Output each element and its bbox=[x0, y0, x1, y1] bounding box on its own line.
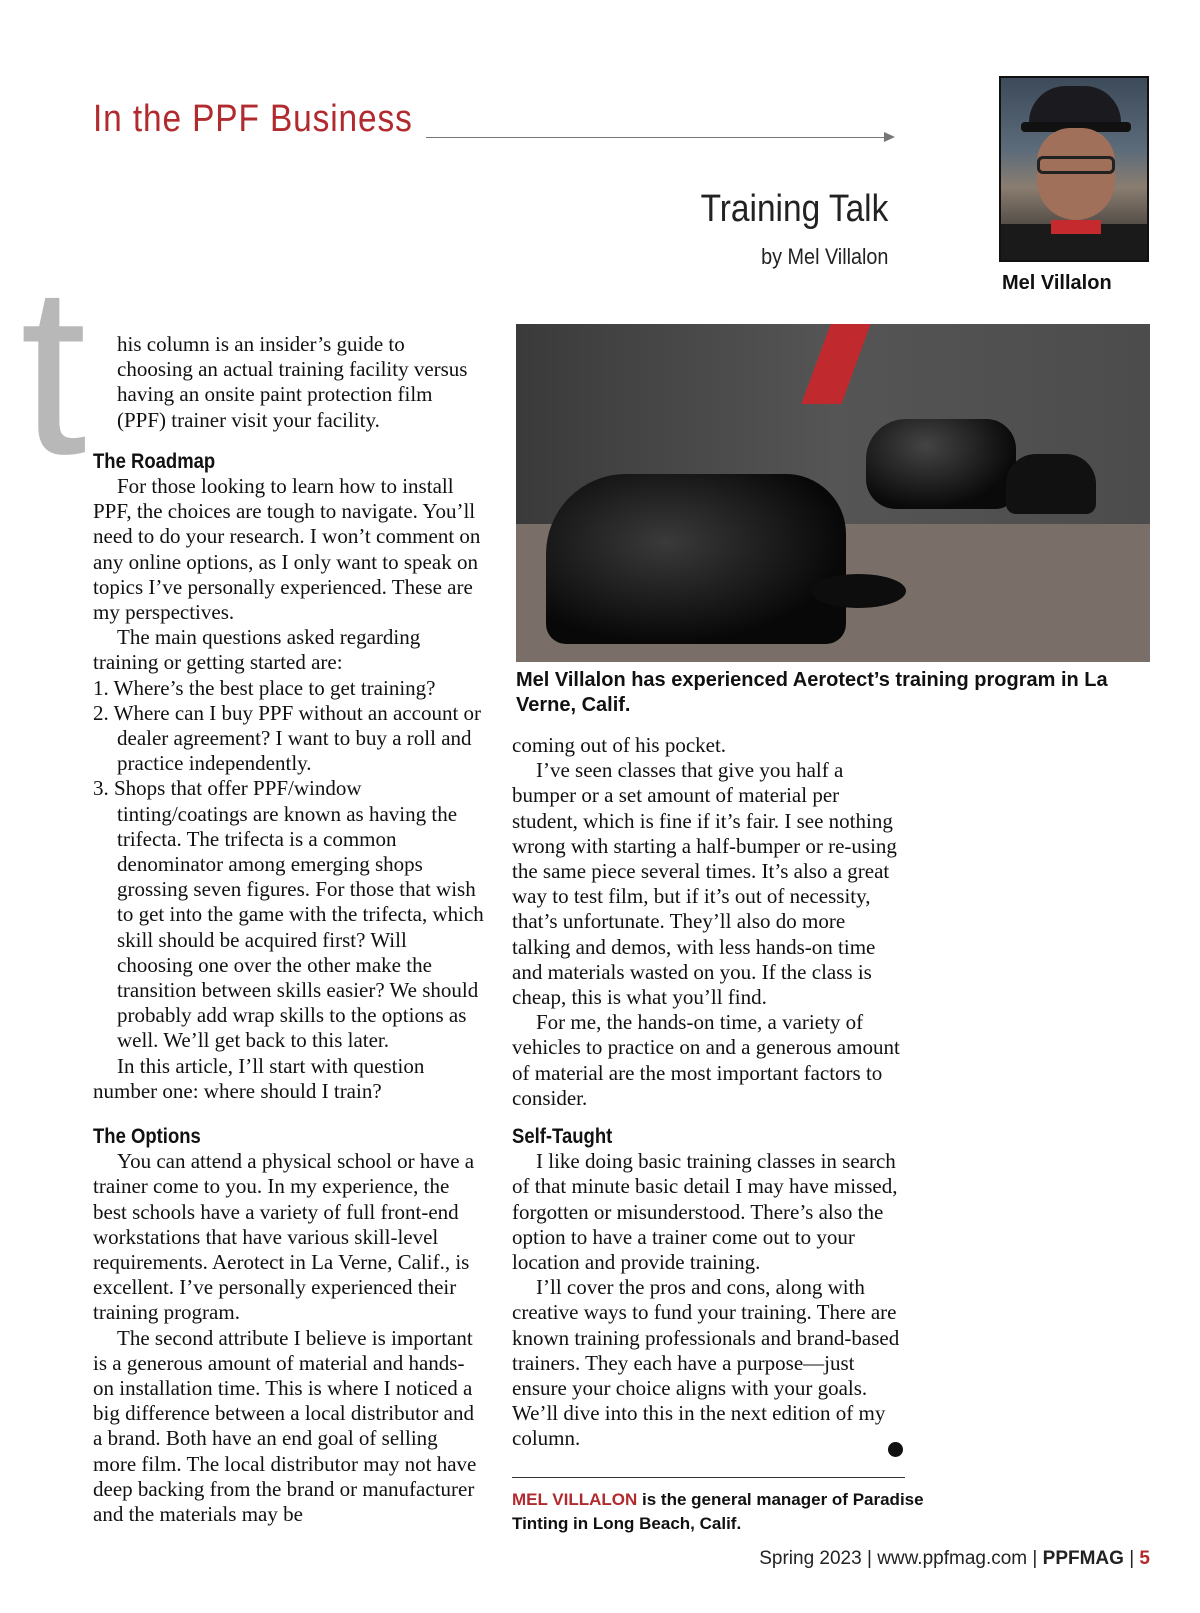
roadmap-paragraph-1: For those looking to learn how to install PPF, the choices are tough to navigate. You’ll need to do your research. I won’t comment on any online options, as I only want to speak on topics I’ve personally experienced. These are my perspectives. bbox=[93, 474, 481, 625]
article-column-1 bbox=[93, 332, 485, 1104]
author-photo bbox=[999, 76, 1149, 262]
author-bio bbox=[512, 1488, 932, 1536]
training-facility-photo bbox=[516, 324, 1150, 662]
column-2-paragraph-3: For me, the hands-on time, a variety of vehicles to practice on and a generous amount of material are the most important factors to consider. bbox=[512, 1010, 900, 1110]
column-2-paragraph-2: I’ve seen classes that give you half a bumper or a set amount of material per student, which is fine if it’s fair. I see nothing wrong with starting a half-bumper or re-using the same piece several times. It’s also a great way to test film, but if it’s out of necessity, that’s unfortunate. They’ll also do more talking and demos, with less hands-on time and materials wasted on you. If the class is cheap, this is what you’ll find. bbox=[512, 758, 897, 1010]
list-item-2: 2. Where can I buy PPF without an account or dealer agreement? I want to buy a roll and practice independently. bbox=[93, 700, 482, 776]
byline: by Mel Villalon bbox=[760, 244, 888, 269]
bio-name: MEL VILLALON bbox=[512, 1490, 638, 1509]
end-mark-icon bbox=[888, 1442, 903, 1457]
section-title: In the PPF Business bbox=[93, 98, 413, 140]
footer-separator: | bbox=[861, 1548, 878, 1569]
page-footer bbox=[759, 1548, 1150, 1570]
options-heading: The Options bbox=[93, 1125, 201, 1148]
page-number: 5 bbox=[1139, 1548, 1150, 1569]
photo-caption: Mel Villalon has experienced Aerotect’s training program in La Verne, Calif. bbox=[516, 669, 1108, 716]
footer-issue: Spring 2023 bbox=[759, 1548, 862, 1569]
roadmap-paragraph-3: In this article, I’ll start with question number one: where should I train? bbox=[93, 1053, 425, 1103]
article-column-1-lower bbox=[93, 1124, 485, 1527]
options-paragraph-2: The second attribute I believe is important is a generous amount of material and hands-on installation time. This is where I noticed a big difference between a local distributor and a brand. Both have an end goal of selling more film. The local distributor may not have deep backing from the brand or manufacturer and the materials may be bbox=[93, 1325, 477, 1527]
column-title: Training Talk bbox=[700, 188, 888, 230]
article-column-2-lower bbox=[512, 1124, 906, 1452]
column-2-paragraph-1: coming out of his pocket. bbox=[512, 733, 727, 757]
list-item-1: 1. Where’s the best place to get training? bbox=[93, 675, 436, 700]
author-photo-caption: Mel Villalon bbox=[1002, 272, 1112, 294]
footer-separator: | bbox=[1027, 1548, 1043, 1569]
bio-text: is the general manager of Paradise Tinting in Long Beach, Calif. bbox=[512, 1490, 924, 1533]
arrow-icon bbox=[884, 132, 895, 142]
roadmap-heading: The Roadmap bbox=[93, 449, 216, 473]
footer-separator: | bbox=[1123, 1548, 1140, 1569]
article-column-2 bbox=[512, 733, 906, 1111]
footer-brand: PPFMAG bbox=[1042, 1548, 1124, 1569]
header-rule bbox=[426, 137, 886, 138]
intro-paragraph: his column is an insider’s guide to choosing an actual training facility versus having an onsite paint protection film (PPF) trainer visit your facility. bbox=[117, 332, 468, 432]
options-paragraph-1: You can attend a physical school or have a trainer come to you. In my experience, the best schools have a variety of full front-end workstations that have various skill-level requirements. Aerotect in La Verne, Calif., is excellent. I’ve personally experienced their training program. bbox=[93, 1149, 475, 1325]
footer-url[interactable]: www.ppfmag.com bbox=[877, 1548, 1028, 1569]
bio-divider bbox=[512, 1477, 905, 1478]
self-taught-heading: Self-Taught bbox=[512, 1125, 613, 1148]
list-item-3: 3. Shops that offer PPF/window tinting/coatings are known as having the trifecta. The trifecta is a common denominator among emerging shops grossing seven figures. For those that wish to get into the game with the trifecta, which skill should be acquired first? Will choosing one over the other make the transition between skills easier? We should probably add wrap skills to the options as well. We’ll get back to this later. bbox=[93, 776, 484, 1053]
self-taught-paragraph-1: I like doing basic training classes in search of that minute basic detail I may have missed, forgotten or misunderstood. There’s also the option to have a trainer come out to your location and provide training. bbox=[512, 1149, 898, 1275]
self-taught-paragraph-2: I’ll cover the pros and cons, along with creative ways to fund your training. There are known training professionals and brand-based trainers. They each have a purpose—just ensure your choice aligns with your goals. We’ll dive into this in the next edition of my column. bbox=[512, 1275, 900, 1451]
drop-cap: t bbox=[20, 236, 87, 504]
roadmap-paragraph-2: The main questions asked regarding training or getting started are: bbox=[93, 625, 421, 675]
